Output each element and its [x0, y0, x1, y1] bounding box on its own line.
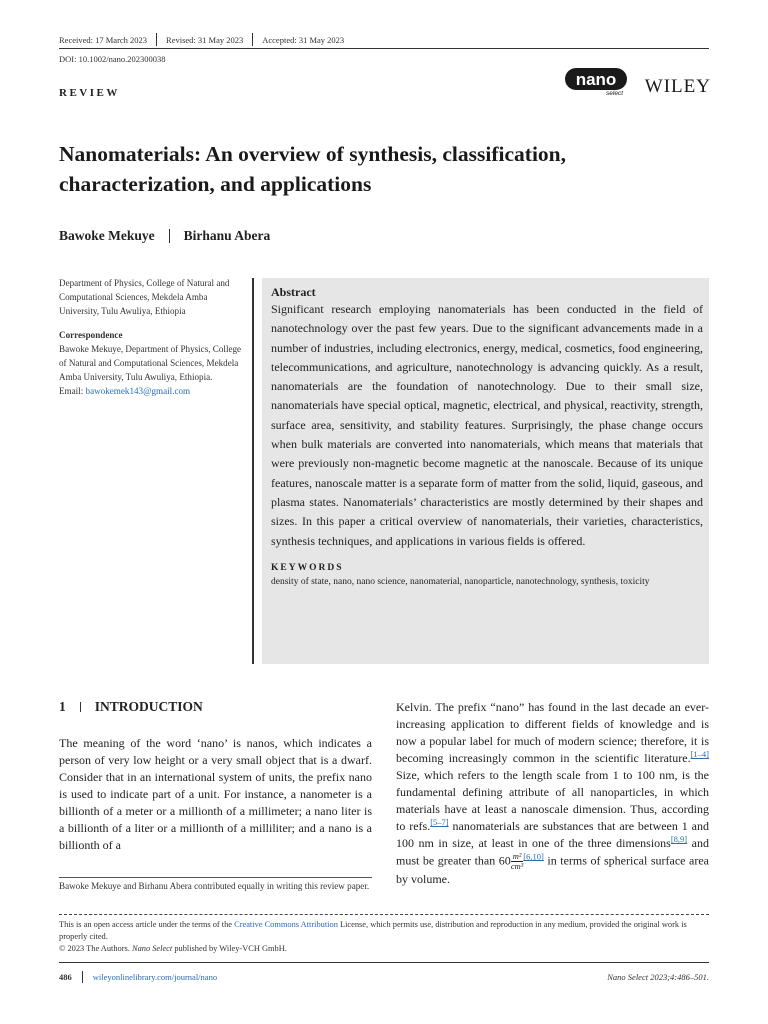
journal-url-link[interactable]: wileyonlinelibrary.com/journal/nano	[92, 972, 218, 982]
citation-link[interactable]: [5–7]	[430, 817, 449, 827]
license-block	[59, 919, 709, 955]
license-divider	[59, 914, 709, 915]
article-dates	[59, 35, 344, 48]
license-text-part: License, which permits use, distribution and reproduction in any medium, provided the original work is properly cited.	[59, 920, 687, 941]
author-name: Birhanu Abera	[183, 228, 271, 243]
intro-text: in terms of spherical surface area by volume.	[396, 853, 709, 886]
intro-text: Size, which refers to the length scale from 1 to 100 nm, is the fundamental defining attribute of all nanoparticles, in which materials have at least a nanoscale dimension. Thus, according to refs.	[396, 768, 709, 833]
header-rule	[59, 48, 709, 49]
footer-rule	[59, 962, 709, 963]
keywords: density of state, nano, nano science, nanomaterial, nanoparticle, nanotechnology, synthesis, toxicity	[271, 576, 650, 587]
article-title: Nanomaterials: An overview of synthesis, classification, characterization, and applications	[59, 142, 567, 196]
citation-link[interactable]: [8,9]	[670, 834, 688, 844]
copyright-text: published by Wiley-VCH GmbH.	[172, 944, 287, 953]
nano-logo-subtext: select	[606, 90, 623, 97]
footnote-rule	[59, 877, 372, 878]
divider	[156, 33, 157, 46]
fraction	[511, 852, 523, 871]
abstract-heading: Abstract	[271, 285, 316, 299]
section-title: INTRODUCTION	[94, 699, 203, 714]
correspondence-heading: Correspondence	[59, 329, 123, 340]
page-number: 486	[59, 972, 72, 982]
received-date: Received: 17 March 2023	[59, 35, 148, 45]
accepted-date: Accepted: 31 May 2023	[262, 35, 345, 45]
author-list	[59, 228, 270, 244]
section-label: REVIEW	[59, 87, 120, 99]
footnote: Bawoke Mekuye and Birhanu Abera contributed equally in writing this review paper.	[59, 881, 370, 891]
page-footer	[59, 971, 709, 983]
intro-text: and must be greater than 60	[396, 836, 709, 868]
license-link[interactable]: Creative Commons Attribution	[234, 920, 338, 929]
section-number: 1	[59, 699, 66, 714]
abstract-box	[262, 278, 709, 664]
intro-paragraph-col1: The meaning of the word ‘nano’ is nanos, which indicates a person of very low height or a very small object that is a dwarf. Consider that in an international system of units, the prefix nano is used to indicate part of a unit. For instance, a nanometer is a billionth of a meter or a millionth of a millimeter; a nano liter is a billionth of a liter or a millionth of a milliliter; and a nano is a billionth of a	[59, 736, 372, 852]
doi: DOI: 10.1002/nano.202300038	[59, 54, 166, 64]
copyright	[59, 943, 709, 955]
affiliation-sidebar	[59, 276, 249, 399]
divider	[252, 33, 253, 46]
email-line	[59, 384, 249, 398]
license-text	[59, 919, 709, 943]
fraction-denominator: cm³	[510, 861, 524, 871]
copyright-text: © 2023 The Authors.	[59, 944, 132, 953]
intro-text: Kelvin. The prefix “nano” has found in the last decade an ever-increasing application to different fields of knowledge and is now a popular label for much of modern science; therefore, it is becoming increasingly common in the scientific literature.	[396, 700, 709, 765]
intro-paragraph-col2	[396, 699, 709, 888]
journal-name: Nano Select	[131, 944, 173, 953]
affiliation: Department of Physics, College of Natural and Computational Sciences, Mekdela Amba University, Tulu Awuliya, Ethiopia	[59, 278, 230, 317]
divider	[80, 702, 81, 712]
abstract-text: Significant research employing nanomaterials has been conducted in the field of nanotechnology over the past few years. Due to the significant advancements made in a number of industries, including electronics, energy, medical, cosmetics, food engineering, telecommunications, and agriculture, nanotechnology is advancing quickly. As a result, nanomaterials are the foundation of nanotechnology. Due to their small size, nanomaterials have special optical, magnetic, electrical, and physical, reactivity, strength, surface area, sensitivity, and stability features. Surprisingly, the phase change occurs when bulk materials are converted into nanomaterials, which means that materials that were previously non-magnetic become magnetic at the nanoscale. Because of its unique features, nanoscale matter is a separate form of matter from the solid, liquid, gaseous, and plasma states. Nanomaterials’ characteristics are mostly determined by their shapes and sizes. In this paper a critical overview of nanomaterials, their varieties, characteristics, synthesis techniques, and applications in various fields is offered.	[271, 302, 703, 548]
journal-publisher-logo	[565, 66, 713, 98]
divider	[169, 229, 170, 243]
section-heading	[59, 699, 203, 715]
keywords-heading: KEYWORDS	[271, 562, 344, 573]
fraction-numerator: m²	[512, 851, 522, 861]
license-text-part: This is an open access article under the terms of the	[59, 920, 235, 929]
correspondence-text: Bawoke Mekuye, Department of Physics, College of Natural and Computational Sciences, Mekdela Amba University, Tulu Awuliya, Ethiopia.	[59, 343, 242, 383]
nano-logo-text: nano	[575, 70, 617, 89]
citation: Nano Select 2023;4:486–501.	[607, 972, 709, 982]
email-label: Email:	[59, 386, 86, 397]
author-name: Bawoke Mekuye	[59, 228, 155, 243]
intro-text: nanomaterials are substances that are between 1 and 100 nm in size, at least in one of the three dimensions	[396, 819, 709, 850]
email-link[interactable]: bawokemek143@gmail.com	[85, 386, 191, 397]
abstract-rule	[252, 278, 254, 664]
wiley-logo: WILEY	[644, 76, 711, 97]
citation-link[interactable]: [1–4]	[690, 749, 709, 759]
revised-date: Revised: 31 May 2023	[166, 35, 244, 45]
citation-link[interactable]: [6,10]	[523, 851, 544, 862]
divider	[82, 971, 83, 983]
